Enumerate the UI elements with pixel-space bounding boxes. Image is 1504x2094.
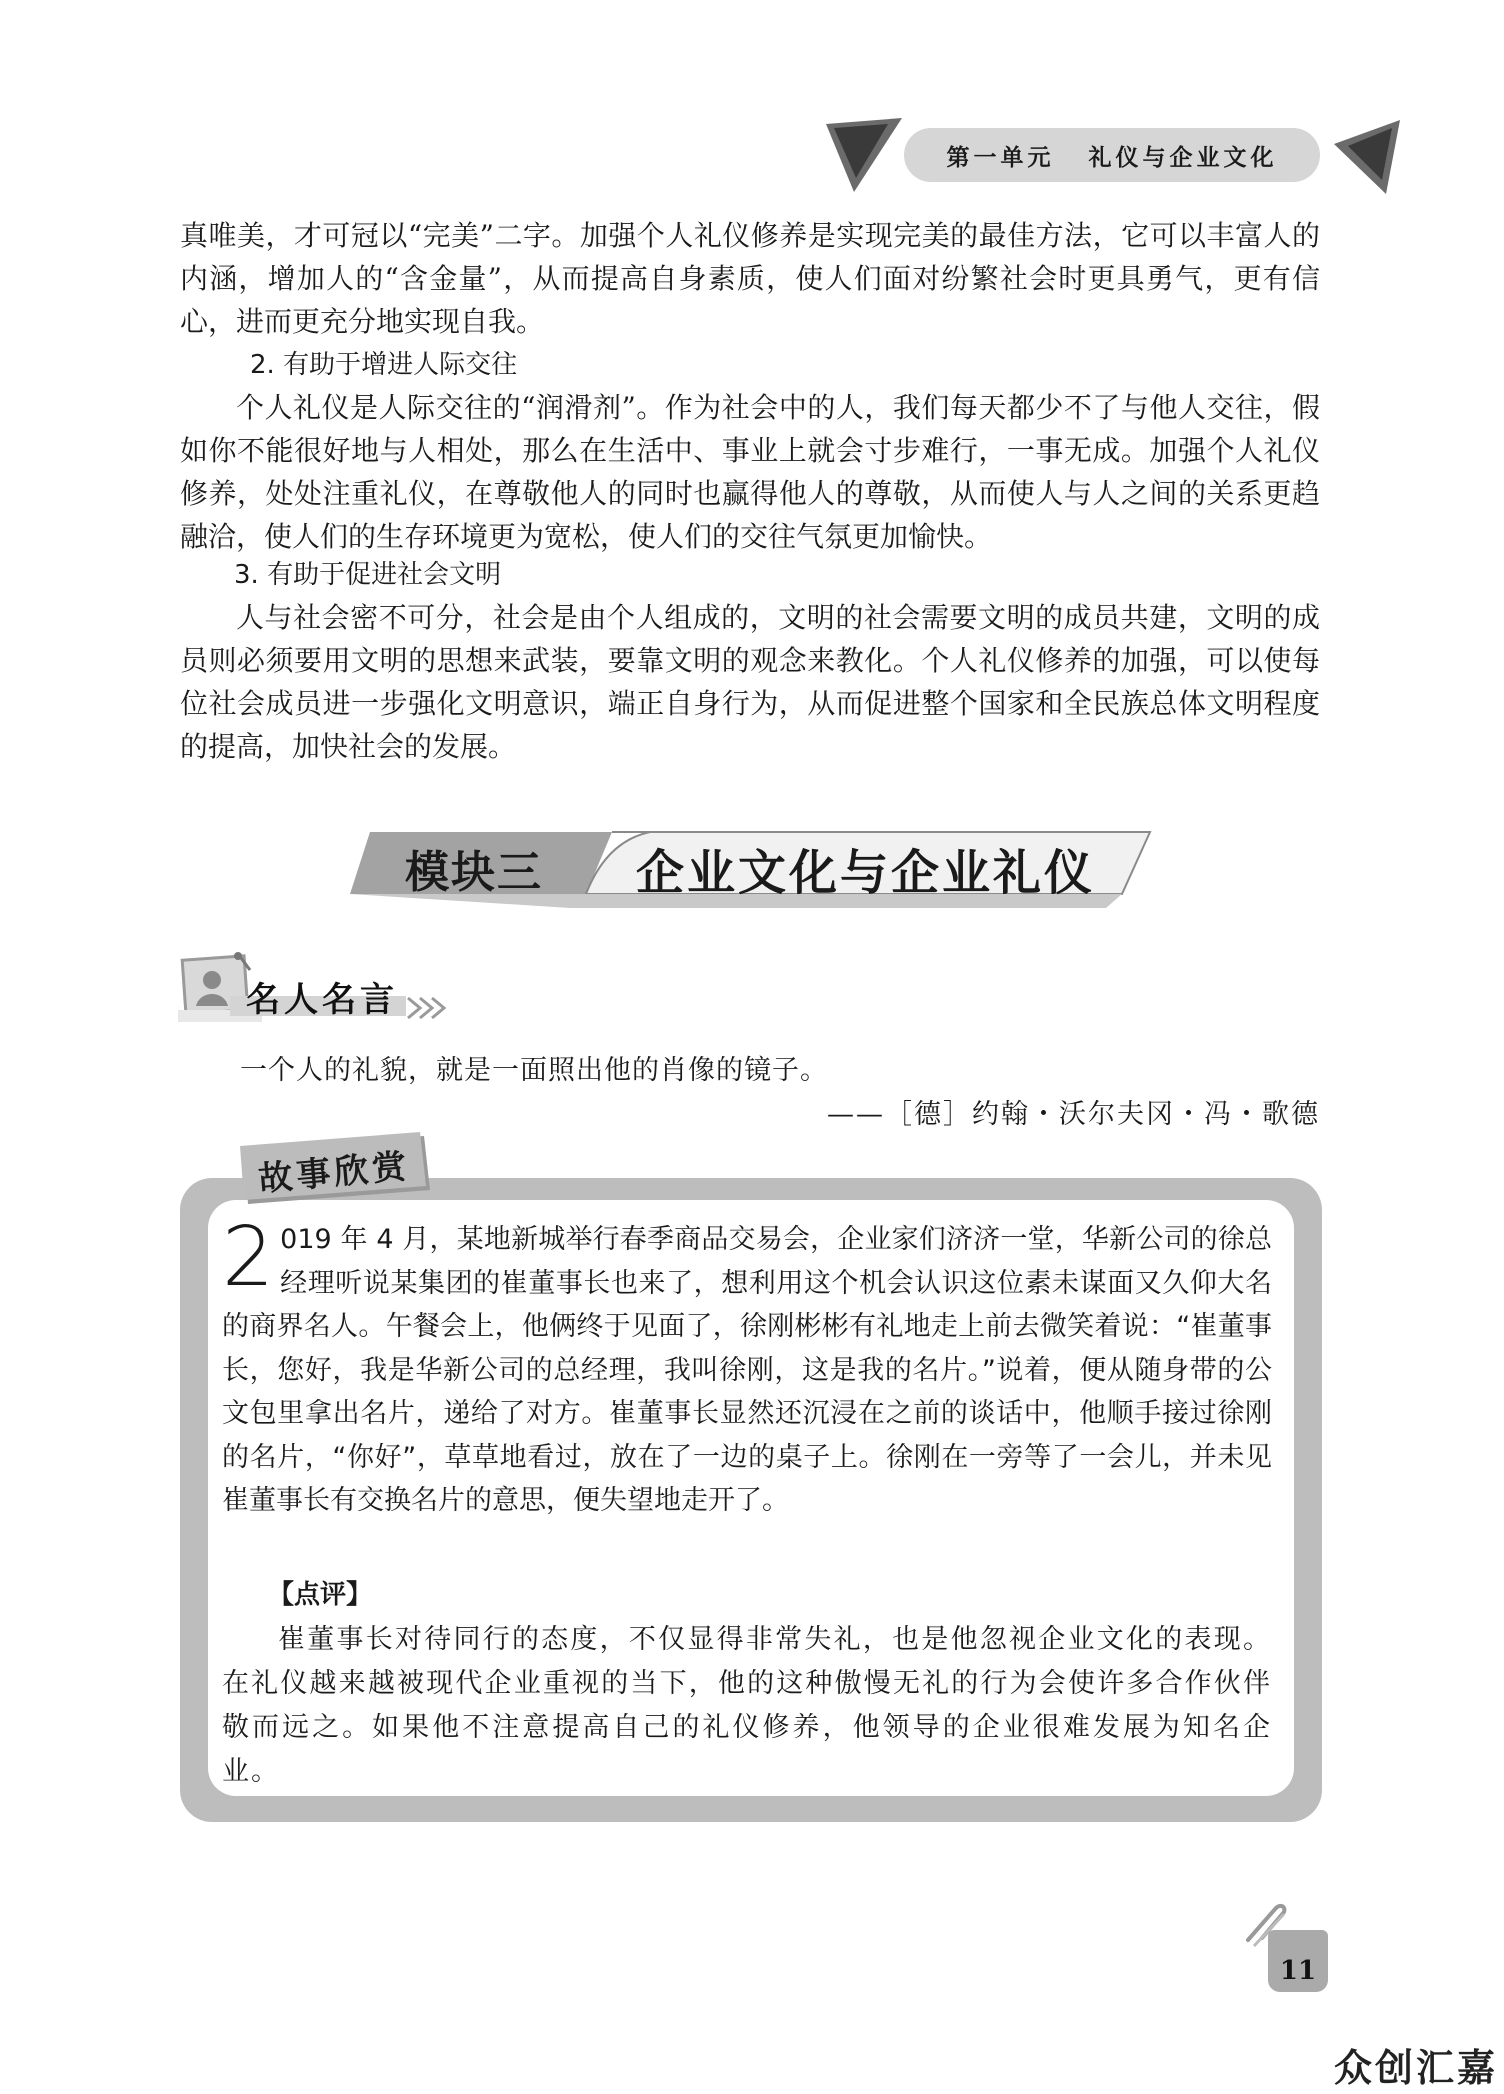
watermark: 众创汇嘉 bbox=[1333, 2046, 1498, 2090]
section-heading-3: 3. 有助于促进社会文明 bbox=[234, 560, 502, 590]
page-number: 11 bbox=[1268, 1930, 1328, 1992]
story-body bbox=[222, 1210, 1272, 1523]
chapter-title: 礼仪与企业文化 bbox=[1088, 144, 1278, 171]
story-dropcap: 2 bbox=[222, 1210, 275, 1305]
story-text: 019 年 4 月，某地新城举行春季商品交易会，企业家们济济一堂，华新公司的徐总经理听说某集团的崔董事长也来了，想利用这个机会认识这位素未谋面又久仰大名的商界名人。午餐会上，他俩终于见面了，徐刚彬彬有礼地走上前去微笑着说：“崔董事长，您好，我是华新公司的总经理，我叫徐刚，这是我的名片。”说着，便从随身带的公文包里拿出名片，递给了对方。崔董事长显然还沉浸在之前的谈话中，他顺手接过徐刚的名片，“你好”，草草地看过，放在了一边的桌子上。徐刚在一旁等了一会儿，并未见崔董事长有交换名片的意思，便失望地走开了。 bbox=[222, 1224, 1272, 1516]
comment-heading: 【点评】 bbox=[268, 1580, 373, 1610]
module-label: 模块三 bbox=[405, 847, 543, 898]
header-triangle-left bbox=[826, 118, 906, 194]
module-title: 企业文化与企业礼仪 bbox=[636, 845, 1096, 901]
story-tag: 故事欣赏 bbox=[256, 1145, 412, 1200]
quote-source: ——［德］约翰・沃尔夫冈・冯・歌德 bbox=[827, 1099, 1320, 1130]
intro-paragraph: 真唯美，才可冠以“完美”二字。加强个人礼仪修养是实现完美的最佳方法，它可以丰富人的内涵，增加人的“含金量”，从而提高自身素质，使人们面对纷繁社会时更具勇气，更有信心，进而更充分地实现自我。 bbox=[180, 219, 1320, 338]
chapter-header bbox=[904, 128, 1320, 182]
header-triangle-right bbox=[1334, 120, 1402, 196]
section-heading-2: 2. 有助于增进人际交往 bbox=[250, 350, 518, 380]
quote-section-title: 名人名言 bbox=[246, 980, 398, 1020]
section-body-3: 人与社会密不可分，社会是由个人组成的，文明的社会需要文明的成员共建，文明的成员则必须要用文明的思想来武装，要靠文明的观念来教化。个人礼仪修养的加强，可以使每位社会成员进一步强化文明意识，端正自身行为，从而促进整个国家和全民族总体文明程度的提高，加快社会的发展。 bbox=[180, 601, 1320, 763]
chapter-unit: 第一单元 bbox=[946, 144, 1055, 171]
section-body-2: 个人礼仪是人际交往的“润滑剂”。作为社会中的人，我们每天都少不了与他人交往，假如你不能很好地与人相处，那么在生活中、事业上就会寸步难行，一事无成。加强个人礼仪修养，处处注重礼仪，在尊敬他人的同时也赢得他人的尊敬，从而使人与人之间的关系更趋融洽，使人们的生存环境更为宽松，使人们的交往气氛更加愉快。 bbox=[180, 391, 1320, 553]
quote-text: 一个人的礼貌，就是一面照出他的肖像的镜子。 bbox=[240, 1055, 828, 1086]
comment-body: 崔董事长对待同行的态度，不仅显得非常失礼，也是他忽视企业文化的表现。在礼仪越来越被现代企业重视的当下，他的这种傲慢无礼的行为会使许多合作伙伴敬而远之。如果他不注意提高自己的礼仪修养，他领导的企业很难发展为知名企业。 bbox=[222, 1624, 1272, 1787]
